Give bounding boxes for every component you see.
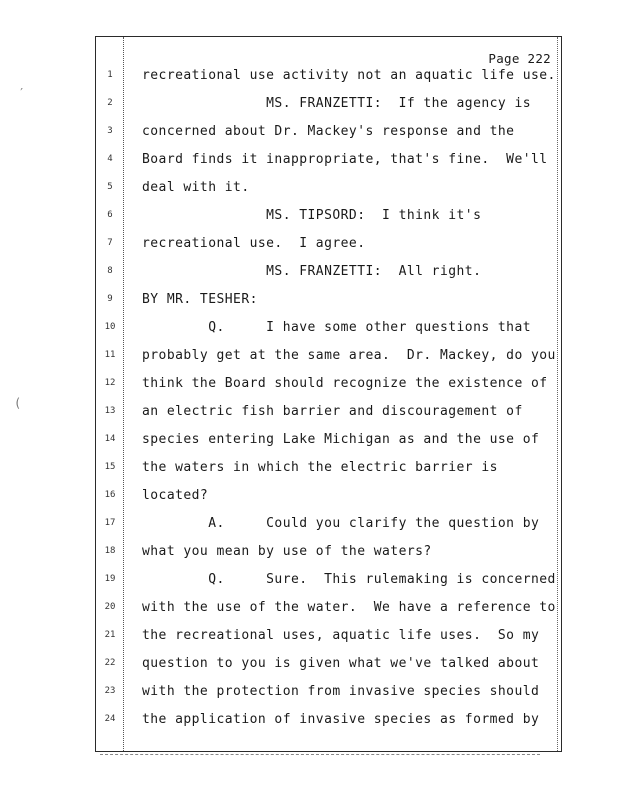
line-number: 2 (107, 98, 113, 108)
transcript-line (96, 123, 561, 151)
line-number: 14 (104, 434, 116, 444)
line-number: 9 (107, 294, 113, 304)
transcript-line (96, 95, 561, 123)
transcript-line (96, 543, 561, 571)
line-text: probably get at the same area. Dr. Mackey, do you (142, 348, 556, 363)
transcript-line (96, 291, 561, 319)
line-text: the recreational uses, aquatic life uses. So my (142, 628, 540, 643)
transcript-line (96, 487, 561, 515)
transcript-line (96, 207, 561, 235)
line-text: species entering Lake Michigan as and the use of (142, 432, 540, 447)
line-number: 23 (104, 686, 116, 696)
line-text: the application of invasive species as formed by (142, 712, 540, 727)
line-text: question to you is given what we've talked about (142, 656, 540, 671)
line-number: 10 (104, 322, 116, 332)
transcript-lines (96, 67, 561, 739)
line-text: an electric fish barrier and discouragement of (142, 404, 523, 419)
transcript-line (96, 263, 561, 291)
line-number: 4 (107, 154, 113, 164)
line-number: 22 (104, 658, 116, 668)
line-number: 8 (107, 266, 113, 276)
line-number: 6 (107, 210, 113, 220)
transcript-line (96, 403, 561, 431)
page-number: Page 222 (488, 51, 551, 66)
line-number: 5 (107, 182, 113, 192)
transcript-line (96, 431, 561, 459)
transcript-line (96, 375, 561, 403)
transcript-line (96, 347, 561, 375)
line-text: located? (142, 488, 209, 503)
line-number: 13 (104, 406, 116, 416)
scan-artifact-mark: ′ (18, 86, 26, 100)
transcript-page (95, 36, 562, 752)
transcript-line (96, 515, 561, 543)
line-number: 12 (104, 378, 116, 388)
line-text: with the protection from invasive species should (142, 684, 540, 699)
line-number: 18 (104, 546, 116, 556)
transcript-line (96, 67, 561, 95)
transcript-line (96, 627, 561, 655)
line-text: recreational use activity not an aquatic life use. (142, 68, 556, 83)
line-text: MS. FRANZETTI: If the agency is (142, 96, 532, 111)
line-text: MS. TIPSORD: I think it's (142, 208, 482, 223)
line-text: Q. I have some other questions that (142, 320, 532, 335)
transcript-line (96, 319, 561, 347)
line-text: Board finds it inappropriate, that's fine. We'll (142, 152, 548, 167)
line-number: 11 (104, 350, 116, 360)
transcript-line (96, 571, 561, 599)
scan-artifact-mark: ( (14, 396, 22, 410)
line-number: 20 (104, 602, 116, 612)
line-text: Q. Sure. This rulemaking is concerned (142, 572, 556, 587)
line-text: recreational use. I agree. (142, 236, 366, 251)
line-number: 15 (104, 462, 116, 472)
line-text: BY MR. TESHER: (142, 292, 258, 307)
transcript-line (96, 179, 561, 207)
line-text: the waters in which the electric barrier is (142, 460, 498, 475)
transcript-line (96, 235, 561, 263)
transcript-line (96, 151, 561, 179)
line-text: think the Board should recognize the existence of (142, 376, 548, 391)
line-text: A. Could you clarify the question by (142, 516, 540, 531)
transcript-line (96, 683, 561, 711)
line-number: 21 (104, 630, 116, 640)
line-number: 19 (104, 574, 116, 584)
line-text: deal with it. (142, 180, 250, 195)
line-number: 3 (107, 126, 113, 136)
line-text: MS. FRANZETTI: All right. (142, 264, 482, 279)
line-number: 16 (104, 490, 116, 500)
line-number: 24 (104, 714, 116, 724)
line-number: 1 (107, 70, 113, 80)
scan-artifact-line (100, 754, 540, 755)
transcript-line (96, 655, 561, 683)
transcript-line (96, 711, 561, 739)
transcript-line (96, 459, 561, 487)
transcript-line (96, 599, 561, 627)
line-number: 7 (107, 238, 113, 248)
line-text: concerned about Dr. Mackey's response and the (142, 124, 515, 139)
line-number: 17 (104, 518, 116, 528)
line-text: with the use of the water. We have a reference to (142, 600, 556, 615)
line-text: what you mean by use of the waters? (142, 544, 432, 559)
